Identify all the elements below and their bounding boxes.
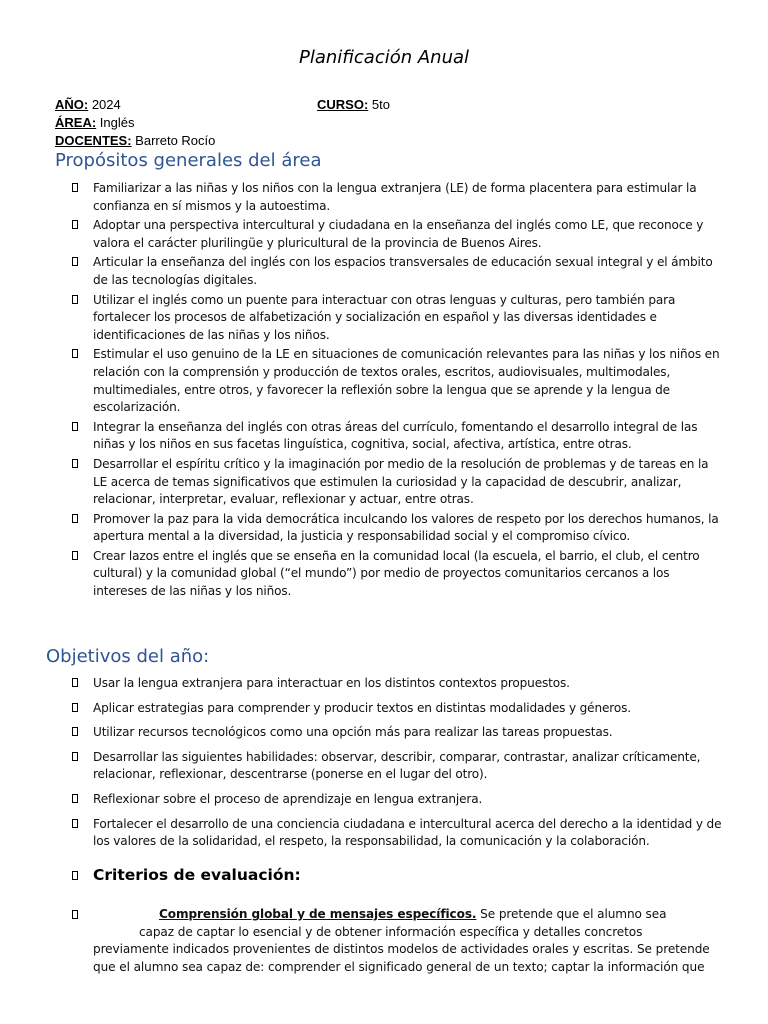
objectives-list: [72, 675, 724, 858]
list-item: [72, 700, 724, 718]
bullet-icon: [72, 220, 78, 229]
list-item: [72, 346, 724, 416]
teachers-value: Barreto Rocío: [131, 133, 216, 148]
bullet-icon: [72, 183, 78, 192]
purposes-list: [72, 180, 724, 603]
bullet-icon: [72, 551, 78, 560]
list-item: [72, 456, 724, 509]
list-item-text: Usar la lengua extranjera para interactuar en los distintos contextos propuestos.: [93, 676, 570, 690]
purposes-heading: Propósitos generales del área: [55, 150, 322, 171]
list-item-text: Adoptar una perspectiva intercultural y ciudadana en la enseñanza del inglés como LE, que reconoce y valora el carácter plurilingüe y pluricultural de la provincia de Buenos Aires.: [93, 218, 704, 250]
list-item-text: Desarrollar el espíritu crítico y la imaginación por medio de la resolución de problemas y de tareas en la LE acerca de temas significativos que estimulen la curiosidad y la capacidad de descubrir, analizar, relacionar, interpretar, evaluar, reflexionar y actuar, entre otras.: [93, 456, 709, 507]
course-label: CURSO:: [317, 97, 369, 112]
bullet-icon: [72, 295, 78, 304]
list-item: [72, 217, 724, 252]
bullet-icon: [72, 794, 78, 803]
year-field: [55, 96, 121, 114]
criteria-section: [72, 864, 724, 886]
teachers-label: DOCENTES:: [55, 133, 132, 148]
course-field: [317, 96, 390, 114]
course-value: 5to: [368, 97, 390, 112]
bullet-icon: [72, 871, 78, 880]
list-item: [72, 254, 724, 289]
list-item-text: Fortalecer el desarrollo de una conciencia ciudadana e intercultural acerca del derecho a la identidad y de los valores de la solidaridad, el respeto, la responsabilidad, la comunicación y la colaboración.: [93, 816, 722, 849]
list-item-text: Integrar la enseñanza del inglés con otras áreas del currículo, fomentando el desarrollo integral de las niñas y los niños en sus facetas linguística, cognitiva, social, afectiva, artística, entre otras.: [93, 419, 698, 452]
criteria-line1: [93, 906, 724, 924]
bullet-icon: [72, 514, 78, 523]
objectives-heading: Objetivos del año:: [46, 646, 210, 667]
document-title: Planificación Anual: [298, 47, 470, 68]
list-item-text: Familiarizar a las niñas y los niños con la lengua extranjera (LE) de forma placentera para estimular la confianza en sí mismos y la autoestima.: [93, 181, 697, 213]
bullet-icon: [72, 257, 78, 266]
bullet-icon: [72, 752, 78, 761]
list-item: [72, 548, 724, 601]
list-item: [72, 511, 724, 546]
list-item-text: Utilizar recursos tecnológicos como una opción más para realizar las tareas propuestas.: [93, 725, 613, 740]
criteria-rest: previamente indicados provenientes de distintos modelos de actividades orales y escritas. Se pretende que el alumno sea capaz de: comprender el significado general de un texto; captar la información que: [93, 942, 710, 974]
list-item: [72, 419, 724, 454]
bullet-icon: [72, 349, 78, 358]
area-value: Inglés: [96, 115, 135, 130]
bullet-icon: [72, 819, 78, 828]
area-field: [55, 114, 134, 132]
area-label: ÁREA:: [55, 115, 97, 130]
criteria-heading: Criterios de evaluación:: [93, 866, 301, 884]
list-item: [72, 791, 724, 809]
list-item-text: Estimular el uso genuino de la LE en situaciones de comunicación relevantes para las niñas y los niños en relación con la comprensión y producción de textos orales, escritos, audiovisuales, multimodales, multimediales, entre otros, y favorecer la reflexión sobre la lengua que se aprende y la lengua de escolarización.: [93, 347, 720, 415]
criteria-line1-rest: Se pretende que el alumno sea: [476, 907, 667, 921]
list-item: [72, 816, 724, 851]
bullet-icon: [72, 703, 78, 712]
list-item: [72, 292, 724, 345]
list-item-text: Articular la enseñanza del inglés con los espacios transversales de educación sexual integral y el ámbito de las tecnologías digitales.: [93, 255, 713, 287]
list-item-text: Utilizar el inglés como un puente para interactuar con otras lenguas y culturas, pero también para fortalecer los procesos de alfabetización y socialización en español y las diversas identidades e identificaciones de las niñas y los niños.: [93, 292, 676, 342]
year-label: AÑO:: [55, 97, 89, 112]
criteria-subtitle: Comprensión global y de mensajes específicos.: [159, 907, 477, 921]
list-item-text: Promover la paz para la vida democrática inculcando los valores de respeto por los derechos humanos, la apertura mental a la diversidad, la justicia y responsabilidad social y el compromiso cívico.: [93, 511, 719, 544]
teachers-field: [55, 132, 215, 150]
list-item-text: Desarrollar las siguientes habilidades: observar, describir, comparar, contrastar, analizar críticamente, relacionar, reflexionar, descentrarse (ponerse en el lugar del otro).: [93, 749, 701, 782]
list-item: [72, 180, 724, 215]
year-value: 2024: [88, 97, 121, 112]
list-item-text: Crear lazos entre el inglés que se enseña en la comunidad local (la escuela, el barrio, el club, el centro cultural) y la comunidad global (“el mundo”) por medio de proyectos comunitarios cercanos a los intereses de las niñas y los niños.: [93, 548, 700, 599]
list-item-text: Reflexionar sobre el proceso de aprendizaje en lengua extranjera.: [93, 791, 483, 806]
list-item: [72, 749, 724, 784]
criteria-item: [72, 906, 724, 976]
list-item: [72, 724, 724, 742]
bullet-icon: [72, 678, 78, 687]
bullet-icon: [72, 727, 78, 736]
criteria-line2: capaz de captar lo esencial y de obtener información específica y detalles concretos: [139, 924, 643, 939]
bullet-icon: [72, 910, 78, 919]
bullet-icon: [72, 459, 78, 468]
list-item-text: Aplicar estrategias para comprender y producir textos en distintas modalidades y géneros.: [93, 700, 631, 715]
criteria-item-text: [72, 906, 724, 976]
list-item: [72, 675, 724, 693]
bullet-icon: [72, 422, 78, 431]
